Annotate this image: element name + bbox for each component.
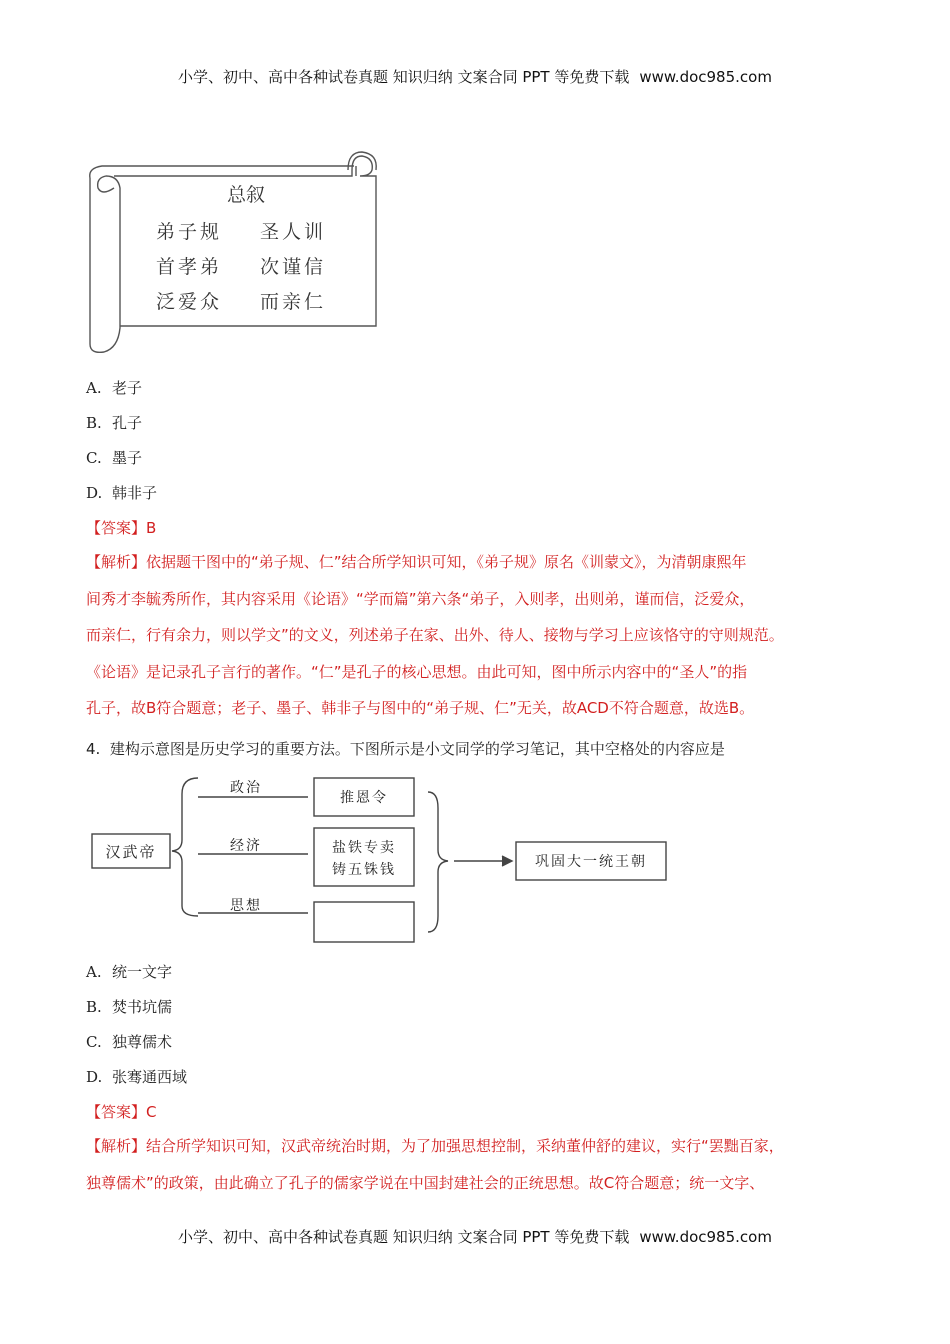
option-text: 统一文字 [112,963,173,981]
answer-tag: 【答案】 [86,519,147,537]
q3-explanation [86,544,876,727]
arrow-head-icon [502,856,512,866]
explain-tag: 【解析】 [86,553,147,571]
q4-option-b[interactable] [86,996,172,1017]
thought-box[interactable] [314,902,414,942]
explain-line: 孔子，故B符合题意；老子、墨子、韩非子与图中的“弟子规、仁”无关，故ACD不符合题意，故选B。 [86,699,755,717]
right-brace [428,792,448,932]
scroll-line-2-left: 首孝弟 [156,256,223,278]
explain-line: 而亲仁，行有余力，则以学文”的文义，列述弟子在家、出外、待人、接物与学习上应该恪守的守则规范。 [86,626,784,644]
q4-option-a[interactable] [86,961,172,982]
answer-value: B [146,519,157,537]
q3-answer [86,517,156,538]
root-label: 汉武帝 [105,843,157,861]
option-text: 独尊儒术 [112,1033,173,1051]
option-key: A. [86,379,102,397]
economy-box-text-1: 盐铁专卖 [332,840,396,856]
page-header [0,66,950,87]
left-brace [172,778,198,916]
option-key: C. [86,449,102,467]
branch-label-economy: 经济 [230,838,262,854]
scroll-line-3-left: 泛爱众 [156,291,223,313]
scroll-line-2-right: 次谨信 [260,256,327,278]
scroll-line-1-left: 弟子规 [156,221,223,243]
footer-text: 小学、初中、高中各种试卷真题 知识归纳 文案合同 PPT 等免费下载 [178,1228,630,1246]
q3-option-d[interactable] [86,482,157,503]
option-key: B. [86,998,102,1016]
page-footer [0,1226,950,1247]
option-text: 老子 [112,379,143,397]
header-url[interactable]: www.doc985.com [639,68,772,86]
branch-label-politics: 政治 [230,780,262,796]
option-text: 孔子 [112,414,143,432]
q3-option-c[interactable] [86,447,142,468]
option-key: D. [86,484,103,502]
option-key: C. [86,1033,102,1051]
economy-box-text-2: 铸五铢钱 [332,862,396,878]
question-number: 4. [86,740,101,758]
branch-label-thought: 思想 [230,898,262,914]
option-text: 墨子 [112,449,143,467]
q4-diagram [88,770,678,950]
answer-tag: 【答案】 [86,1103,147,1121]
option-key: A. [86,963,102,981]
option-text: 张骞通西域 [112,1068,188,1086]
scroll-figure [84,148,384,358]
explain-line: 【解析】结合所学知识可知，汉武帝统治时期，为了加强思想控制，采纳董仲舒的建议，实行“罢黜百家， [86,1137,784,1155]
answer-value: C [146,1103,157,1121]
q4-stem [86,738,725,759]
scroll-title: 总叙 [226,184,266,206]
q4-answer [86,1101,157,1122]
explain-line: 《论语》是记录孔子言行的著作。“仁”是孔子的核心思想。由此可知，图中所示内容中的“圣人”的指 [86,662,748,681]
explain-tag: 【解析】 [86,1137,147,1155]
option-key: B. [86,414,102,432]
explain-line: 独尊儒术”的政策，由此确立了孔子的儒家学说在中国封建社会的正统思想。故C符合题意；统一文字、 [86,1173,765,1192]
politics-box-text: 推恩令 [340,790,388,806]
option-text: 韩非子 [112,484,158,502]
q4-explanation [86,1128,876,1201]
q4-option-c[interactable] [86,1031,172,1052]
option-text: 焚书坑儒 [112,998,173,1016]
question-text: 建构示意图是历史学习的重要方法。下图所示是小文同学的学习笔记，其中空格处的内容应是 [109,740,725,758]
footer-url[interactable]: www.doc985.com [639,1228,772,1246]
header-text: 小学、初中、高中各种试卷真题 知识归纳 文案合同 PPT 等免费下载 [178,68,630,86]
q4-option-d[interactable] [86,1066,187,1087]
scroll-line-3-right: 而亲仁 [260,291,327,313]
scroll-line-1-right: 圣人训 [260,221,327,243]
result-box-text: 巩固大一统王朝 [535,854,647,870]
q3-option-a[interactable] [86,377,142,398]
q3-option-b[interactable] [86,412,142,433]
explain-line: 【解析】依据题干图中的“弟子规、仁”结合所学知识可知，《弟子规》原名《训蒙文》，为清朝康熙年 [86,553,747,571]
explain-line: 间秀才李毓秀所作，其内容采用《论语》“学而篇”第六条“弟子，入则孝，出则弟，谨而信，泛爱众， [86,589,755,608]
option-key: D. [86,1068,103,1086]
